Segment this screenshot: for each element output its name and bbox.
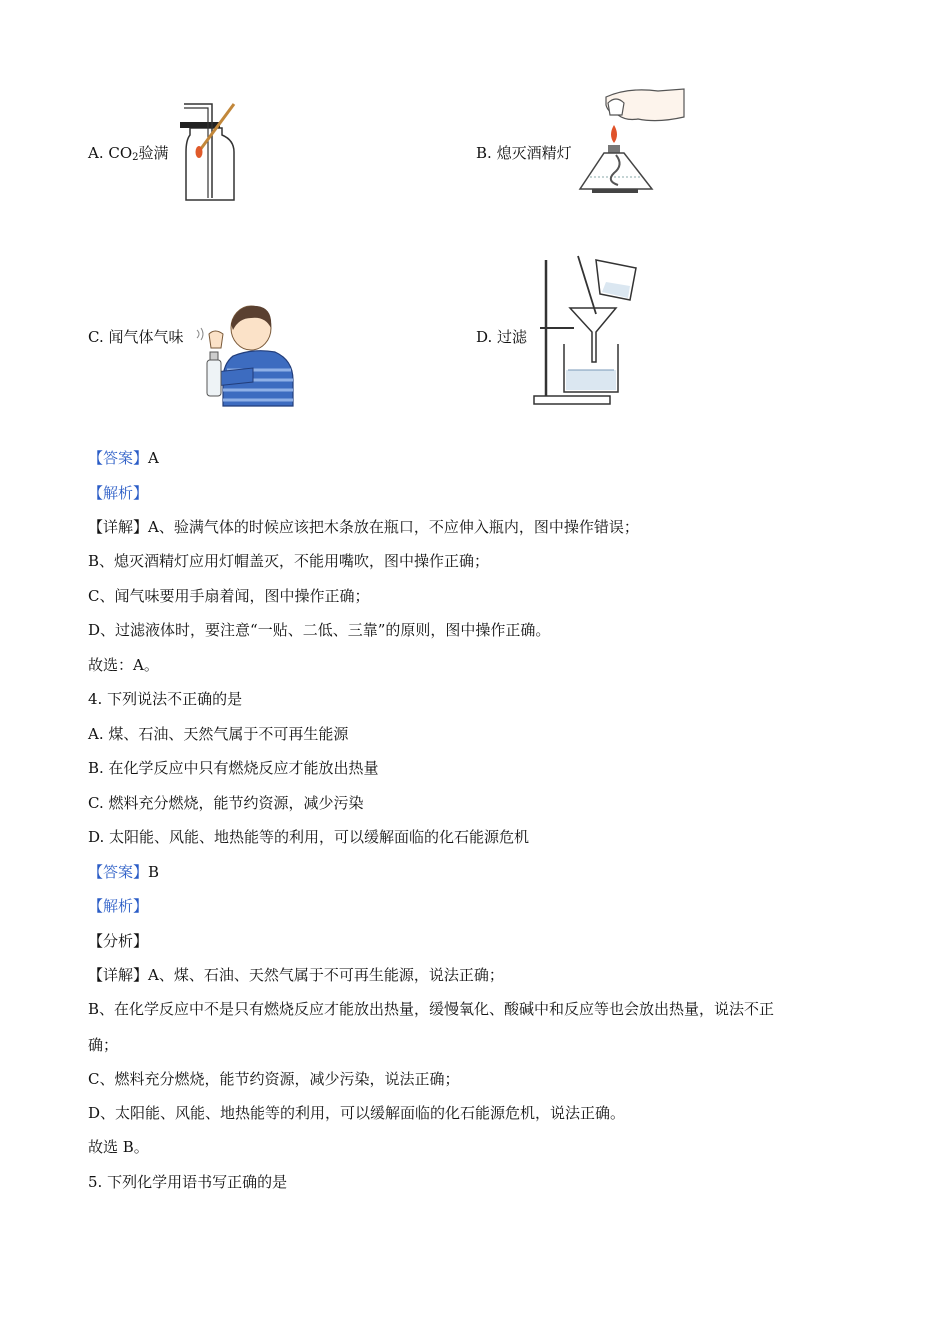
q5-stem: 5. 下列化学用语书写正确的是 bbox=[88, 1173, 288, 1191]
q3-detail-c: C、闻气味要用手扇着闻，图中操作正确； bbox=[88, 587, 370, 605]
q4-analysis-tag: 【解析】 bbox=[88, 897, 149, 915]
q4-option-a: A. 煤、石油、天然气属于不可再生能源 bbox=[88, 725, 349, 743]
filtration-figure bbox=[530, 252, 642, 408]
q4-answer: 【答案】B bbox=[88, 863, 160, 881]
q4-conclusion: 故选 B。 bbox=[88, 1138, 149, 1156]
q3-analysis-tag: 【解析】 bbox=[88, 484, 149, 502]
option-b-label: B. 熄灭酒精灯 bbox=[476, 144, 572, 162]
q4-detail-b1: B、在化学反应中不是只有燃烧反应才能放出热量，缓慢氧化、酸碱中和反应等也会放出热量，说法不正 bbox=[88, 1000, 775, 1018]
q4-detail-c: C、燃料充分燃烧，能节约资源，减少污染，说法正确； bbox=[88, 1070, 460, 1088]
option-d-label: D. 过滤 bbox=[476, 328, 528, 346]
q4-option-b: B. 在化学反应中只有燃烧反应才能放出热量 bbox=[88, 759, 379, 777]
q3-detail-b: B、熄灭酒精灯应用灯帽盖灭，不能用嘴吹，图中操作正确； bbox=[88, 552, 490, 570]
q4-detail-d: D、太阳能、风能、地热能等的利用，可以缓解面临的化石能源危机，说法正确。 bbox=[88, 1104, 626, 1122]
co2-test-figure bbox=[172, 100, 242, 204]
q4-stem: 4. 下列说法不正确的是 bbox=[88, 690, 243, 708]
q4-detail-a: 【详解】A、煤、石油、天然气属于不可再生能源，说法正确； bbox=[88, 966, 504, 984]
option-a-label: A. $CO_2$验满 bbox=[88, 144, 169, 163]
alcohol-lamp-figure bbox=[578, 85, 686, 203]
q3-detail-a: 【详解】A、验满气体的时候应该把木条放在瓶口，不应伸入瓶内，图中操作错误； bbox=[88, 518, 639, 536]
q4-option-c: C. 燃料充分燃烧，能节约资源，减少污染 bbox=[88, 794, 364, 812]
q4-option-d: D. 太阳能、风能、地热能等的利用，可以缓解面临的化石能源危机 bbox=[88, 828, 530, 846]
option-c-label: C. 闻气体气味 bbox=[88, 328, 184, 346]
smell-gas-figure bbox=[193, 300, 297, 408]
q4-analysis2-tag: 【分析】 bbox=[88, 932, 149, 950]
q3-conclusion: 故选：A。 bbox=[88, 656, 159, 674]
q3-detail-d: D、过滤液体时，要注意“一贴、二低、三靠”的原则，图中操作正确。 bbox=[88, 621, 551, 639]
q4-detail-b2: 确； bbox=[88, 1036, 119, 1054]
q3-answer: 【答案】A bbox=[88, 449, 159, 467]
